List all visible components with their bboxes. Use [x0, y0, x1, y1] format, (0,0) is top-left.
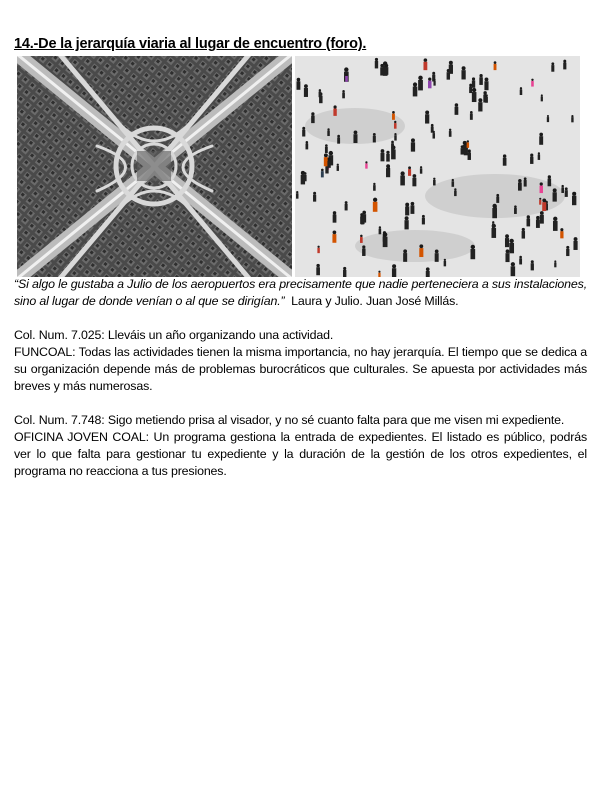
crowd-illustration	[295, 56, 580, 277]
person-figure	[394, 133, 396, 141]
person-figure	[365, 161, 367, 168]
person-figure	[496, 194, 499, 203]
crowd-on-snow-photo	[295, 56, 580, 277]
person-figure	[452, 179, 455, 187]
person-figure	[316, 264, 320, 275]
person-figure	[321, 169, 324, 178]
person-figure	[353, 131, 357, 144]
person-figure	[362, 245, 365, 256]
person-figure	[547, 115, 549, 122]
person-figure	[503, 154, 507, 165]
person-figure	[327, 157, 330, 167]
person-figure	[362, 211, 366, 223]
person-figure	[413, 82, 418, 96]
person-figure	[385, 64, 389, 75]
person-figure	[454, 188, 457, 196]
person-figure	[494, 61, 497, 70]
person-figure	[469, 84, 472, 93]
person-figure	[470, 245, 475, 259]
person-figure	[319, 89, 322, 97]
person-figure	[520, 87, 523, 95]
person-figure	[403, 249, 407, 261]
person-figure	[530, 154, 533, 164]
person-figure	[518, 179, 522, 191]
person-figure	[405, 203, 409, 216]
person-figure	[375, 58, 378, 68]
person-figure	[541, 94, 543, 101]
person-figure	[422, 215, 425, 225]
person-figure	[478, 98, 482, 111]
person-figure	[435, 250, 439, 262]
person-figure	[337, 135, 340, 144]
person-figure	[551, 62, 554, 71]
person-figure	[345, 201, 348, 210]
person-figure	[463, 141, 467, 155]
person-figure	[565, 187, 568, 197]
person-figure	[419, 244, 423, 257]
person-figure	[337, 164, 339, 171]
person-figure	[560, 228, 563, 238]
person-figure	[540, 211, 544, 224]
person-figure	[386, 151, 390, 162]
person-figure	[492, 204, 497, 218]
person-figure	[400, 171, 405, 185]
person-figure	[433, 131, 436, 139]
answer-2: OFICINA JOVEN COAL: Un programa gestiona la entrada de expedientes. El listado es público, podrás ver lo que falta para gestionar tu expediente y la duración de la gestión de los otros expedientes, el programa no reacciona a tus presiones.	[14, 430, 587, 478]
question-2: Col. Num. 7.748: Sigo metiendo prisa al visador, y no sé cuanto falta para que me visen mi expediente.	[14, 413, 565, 427]
person-figure	[522, 228, 525, 239]
person-figure	[472, 88, 477, 102]
person-figure	[485, 94, 488, 103]
person-figure	[380, 149, 384, 161]
person-figure	[311, 112, 315, 123]
person-figure	[444, 259, 446, 267]
person-figure	[408, 166, 411, 176]
person-figure	[553, 188, 557, 201]
person-figure	[479, 74, 483, 85]
person-figure	[304, 84, 308, 97]
person-figure	[563, 60, 566, 70]
person-figure	[433, 178, 436, 186]
person-figure	[572, 192, 576, 205]
person-figure	[394, 121, 397, 129]
person-figure	[317, 246, 319, 254]
person-figure	[461, 66, 465, 79]
person-figure	[467, 140, 469, 148]
person-figure	[531, 79, 534, 87]
text-body	[14, 276, 587, 480]
person-figure	[539, 198, 541, 205]
person-figure	[484, 77, 488, 90]
quote-attribution: Laura y Julio. Juan José Millás.	[291, 294, 459, 308]
person-figure	[553, 217, 558, 231]
person-figure	[391, 141, 394, 150]
person-figure	[332, 231, 336, 243]
person-figure	[573, 237, 577, 250]
person-figure	[455, 103, 459, 115]
person-figure	[433, 79, 435, 86]
person-figure	[492, 221, 494, 229]
person-figure	[511, 262, 516, 276]
person-figure	[423, 58, 427, 70]
person-figure	[418, 76, 423, 91]
person-figure	[324, 153, 328, 166]
person-figure	[404, 216, 408, 229]
person-figure	[571, 115, 573, 122]
person-figure	[449, 61, 453, 74]
person-figure	[410, 202, 414, 214]
person-figure	[388, 167, 390, 175]
interchange-illustration	[17, 56, 292, 277]
person-figure	[333, 211, 337, 223]
person-figure	[297, 78, 301, 90]
person-figure	[538, 152, 540, 160]
person-figure	[519, 256, 522, 265]
quote-paragraph	[14, 276, 587, 310]
person-figure	[566, 246, 569, 256]
person-figure	[509, 239, 514, 254]
person-figure	[373, 198, 378, 212]
person-figure	[392, 111, 395, 120]
person-figure	[379, 226, 382, 234]
person-figure	[554, 260, 556, 267]
person-figure	[514, 205, 517, 214]
person-figure	[531, 260, 534, 270]
person-figure	[468, 149, 471, 160]
answer-1: FUNCOAL: Todas las actividades tienen la misma importancia, no hay jerarquía. El tiempo que se dedica a su organización depende más de problemas burocráticos que culturales. Se apuesta por actividades más breves y más numerosas.	[14, 345, 587, 393]
person-figure	[373, 133, 376, 142]
person-figure	[536, 216, 540, 228]
section-title: 14.-De la jerarquía viaria al lugar de encuentro (foro).	[14, 36, 367, 52]
person-figure	[327, 128, 330, 136]
person-figure	[296, 191, 298, 199]
person-figure	[305, 141, 308, 149]
person-figure	[304, 172, 307, 181]
person-figure	[313, 192, 316, 202]
person-figure	[449, 129, 452, 137]
person-figure	[561, 185, 564, 193]
person-figure	[539, 133, 543, 145]
person-figure	[302, 127, 305, 137]
person-figure	[425, 110, 429, 123]
person-figure	[548, 175, 552, 186]
quote-text: “Si algo le gustaba a Julio de los aeropuertos era precisamente que nadie perteneciera a sus instalaciones, sino al lugar de donde venían o al que se dirigían.”	[14, 277, 587, 308]
question-1: Col. Num. 7.025: Lleváis un año organizando una actividad.	[14, 328, 334, 342]
person-figure	[472, 77, 475, 87]
person-figure	[428, 77, 432, 88]
person-figure	[333, 105, 336, 115]
person-figure	[360, 235, 363, 243]
person-figure	[383, 232, 388, 247]
person-figure	[505, 249, 509, 262]
highway-interchange-photo	[17, 56, 292, 277]
person-figure	[345, 74, 348, 82]
person-figure	[470, 111, 473, 120]
person-figure	[411, 138, 415, 151]
person-figure	[505, 234, 509, 247]
person-figure	[527, 215, 531, 226]
person-figure	[342, 90, 345, 98]
person-figure	[325, 144, 328, 153]
person-figure	[542, 198, 546, 211]
person-figure	[540, 182, 543, 193]
person-figure	[420, 166, 422, 174]
person-figure	[412, 174, 416, 186]
person-figure	[524, 177, 527, 186]
person-figure	[373, 183, 376, 191]
